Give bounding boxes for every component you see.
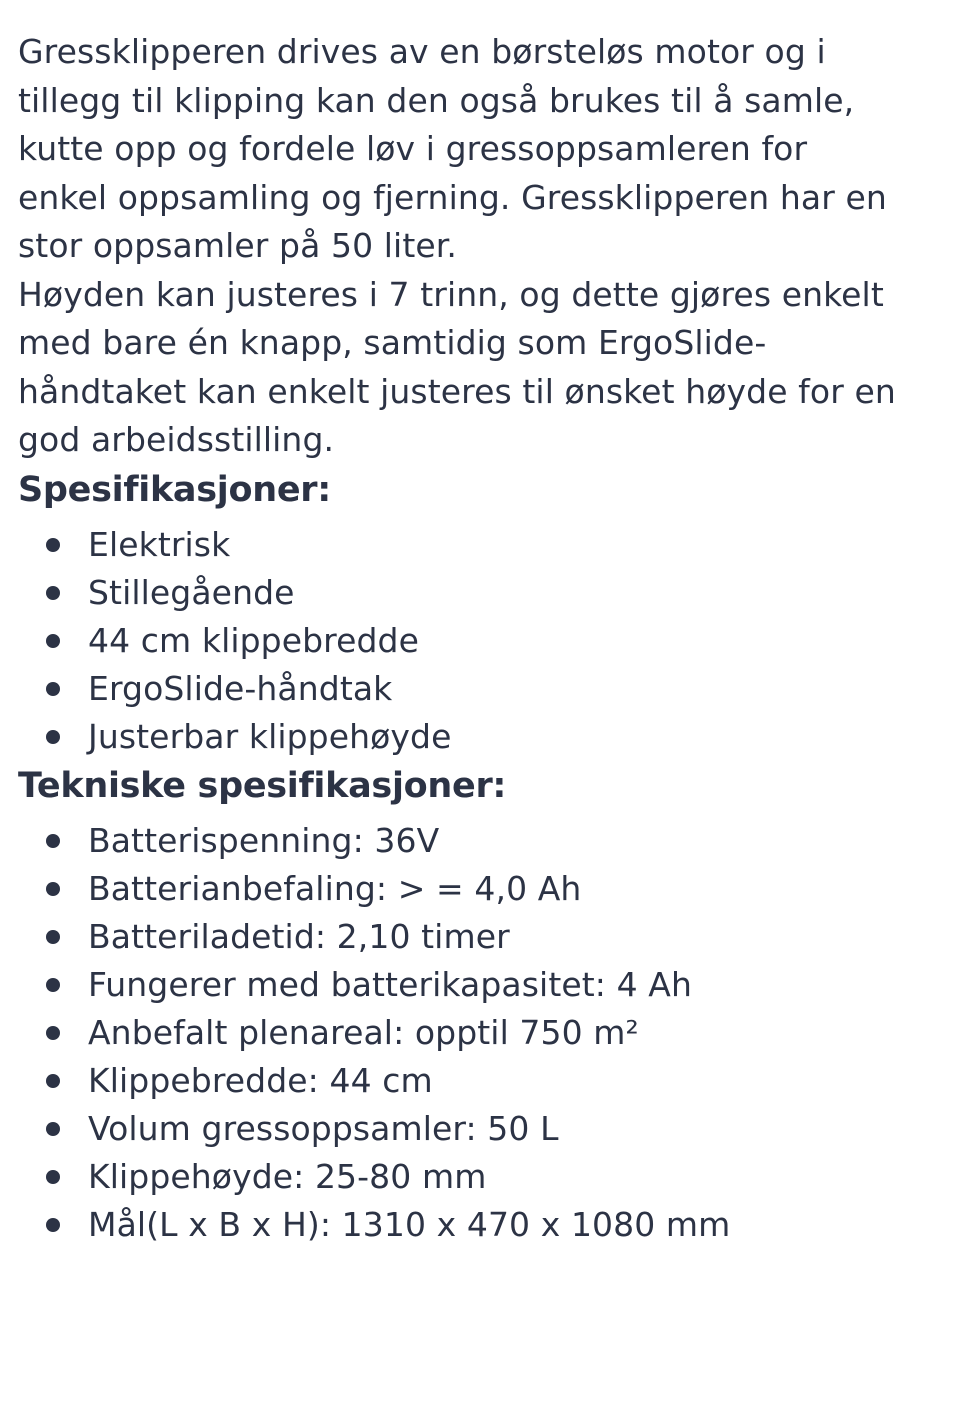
bullet-icon (46, 1170, 60, 1184)
list-item-text: Batteriladetid: 2,10 timer (88, 916, 510, 956)
list-item (18, 1057, 940, 1105)
list-item (18, 1153, 940, 1201)
list-item-text: Stillegående (88, 572, 295, 612)
bullet-icon (46, 586, 60, 600)
list-item-text: Klippebredde: 44 cm (88, 1060, 433, 1100)
bullet-icon (46, 1074, 60, 1088)
list-item (18, 713, 940, 761)
list-item (18, 1201, 940, 1249)
list-item-text: Anbefalt plenareal: opptil 750 m² (88, 1012, 639, 1052)
specs-list (18, 521, 940, 761)
tech-specs-heading: Tekniske spesifikasjoner: (18, 765, 507, 806)
tech-specs-list (18, 817, 940, 1249)
list-item-text: Justerbar klippehøyde (88, 716, 452, 756)
list-item (18, 569, 940, 617)
list-item (18, 617, 940, 665)
list-item (18, 913, 940, 961)
bullet-icon (46, 682, 60, 696)
bullet-icon (46, 1122, 60, 1136)
list-item (18, 1105, 940, 1153)
bullet-icon (46, 730, 60, 744)
list-item-text: Fungerer med batterikapasitet: 4 Ah (88, 964, 692, 1004)
bullet-icon (46, 1026, 60, 1040)
list-item-text: Batterianbefaling: > = 4,0 Ah (88, 868, 582, 908)
bullet-icon (46, 834, 60, 848)
list-item-text: ErgoSlide-håndtak (88, 668, 393, 708)
bullet-icon (46, 634, 60, 648)
list-item-text: Batterispenning: 36V (88, 820, 440, 860)
list-item (18, 521, 940, 569)
description-paragraph: Høyden kan justeres i 7 trinn, og dette gjøres enkelt med bare én knapp, samtidig som ErgoSlide- håndtaket kan enkelt justeres til ønsket høyde for en god arbeidsstilling. (18, 274, 896, 459)
list-item (18, 1009, 940, 1057)
description-paragraph: Gressklipperen drives av en børsteløs motor og i tillegg til klipping kan den også brukes til å samle, kutte opp og fordele løv i gressoppsamleren for enkel oppsamling og fjerning. Gressklipperen har en stor oppsamler på 50 liter. (18, 32, 887, 265)
bullet-icon (46, 978, 60, 992)
bullet-icon (46, 538, 60, 552)
bullet-icon (46, 1218, 60, 1232)
list-item (18, 665, 940, 713)
list-item (18, 961, 940, 1009)
list-item-text: Volum gressoppsamler: 50 L (88, 1108, 559, 1148)
list-item (18, 865, 940, 913)
bullet-icon (46, 882, 60, 896)
list-item (18, 817, 940, 865)
bullet-icon (46, 930, 60, 944)
list-item-text: Elektrisk (88, 524, 231, 564)
list-item-text: Mål(L x B x H): 1310 x 470 x 1080 mm (88, 1204, 731, 1244)
specs-heading: Spesifikasjoner: (18, 469, 331, 510)
list-item-text: 44 cm klippebredde (88, 620, 419, 660)
list-item-text: Klippehøyde: 25-80 mm (88, 1156, 487, 1196)
